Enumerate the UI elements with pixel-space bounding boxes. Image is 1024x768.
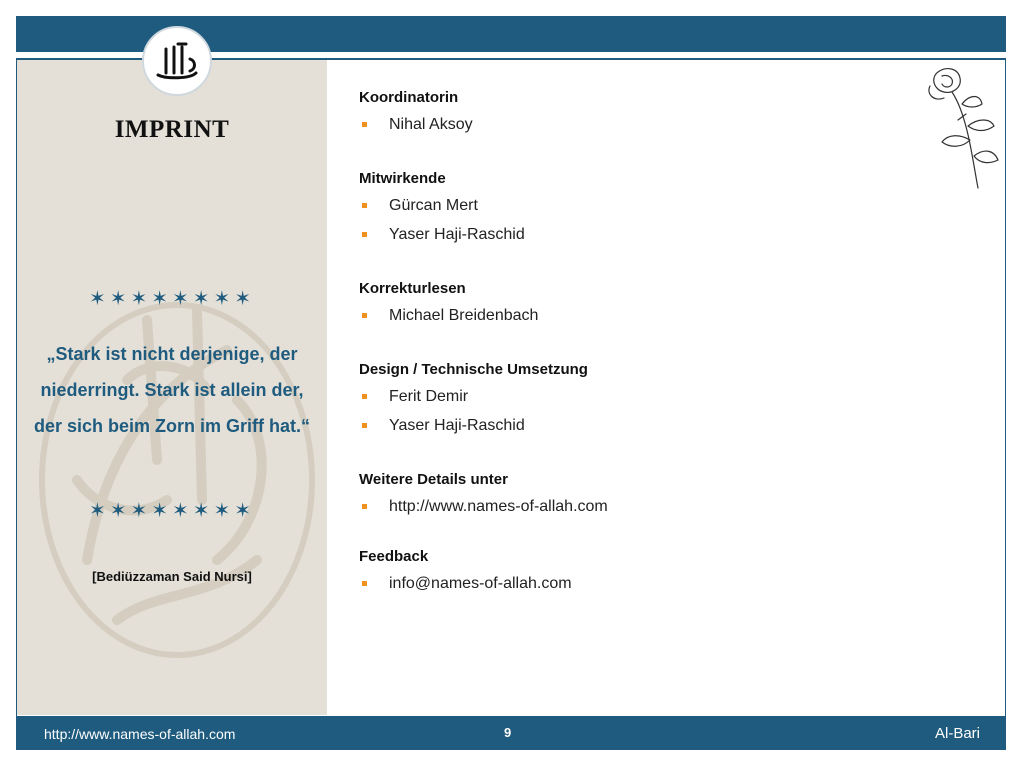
section-title-feedback: Feedback xyxy=(359,548,429,565)
list-item: Nihal Aksoy xyxy=(359,110,919,139)
rose-icon xyxy=(918,64,1000,192)
section-title-coordinator: Koordinatorin xyxy=(359,89,459,106)
allah-calligraphy-icon xyxy=(152,41,202,81)
section-title-details: Weitere Details unter xyxy=(359,471,508,488)
quote-author: [Bediüzzaman Said Nursi] xyxy=(92,569,252,584)
section-title-design: Design / Technische Umsetzung xyxy=(359,361,588,378)
list-item: Yaser Haji-Raschid xyxy=(359,411,919,440)
page-number: 9 xyxy=(504,725,512,740)
list-item: Gürcan Mert xyxy=(359,191,919,220)
section-title-proofreading: Korrekturlesen xyxy=(359,280,466,297)
logo-badge xyxy=(142,26,212,96)
list-item: Michael Breidenbach xyxy=(359,301,919,330)
quote-text: „Stark ist nicht derjenige, der niederringt. Stark ist allein der, der sich beim Zorn im Griff hat.“ xyxy=(33,344,311,436)
page-title: IMPRINT xyxy=(114,116,230,143)
footer-name-label: Al-Bari xyxy=(934,725,980,742)
calligraphy-watermark-icon xyxy=(27,260,327,680)
star-divider-top: ✶✶✶✶✶✶✶✶ xyxy=(88,288,256,310)
imprint-content xyxy=(359,86,919,598)
footer-url-link[interactable]: http://www.names-of-allah.com xyxy=(44,726,236,742)
star-divider-bottom: ✶✶✶✶✶✶✶✶ xyxy=(88,500,256,522)
footer-bar xyxy=(16,716,1006,750)
list-item: Yaser Haji-Raschid xyxy=(359,220,919,249)
details-link[interactable]: http://www.names-of-allah.com xyxy=(359,492,919,521)
feedback-email-link[interactable]: info@names-of-allah.com xyxy=(359,569,919,598)
list-item: Ferit Demir xyxy=(359,382,919,411)
section-title-contributors: Mitwirkende xyxy=(359,170,446,187)
